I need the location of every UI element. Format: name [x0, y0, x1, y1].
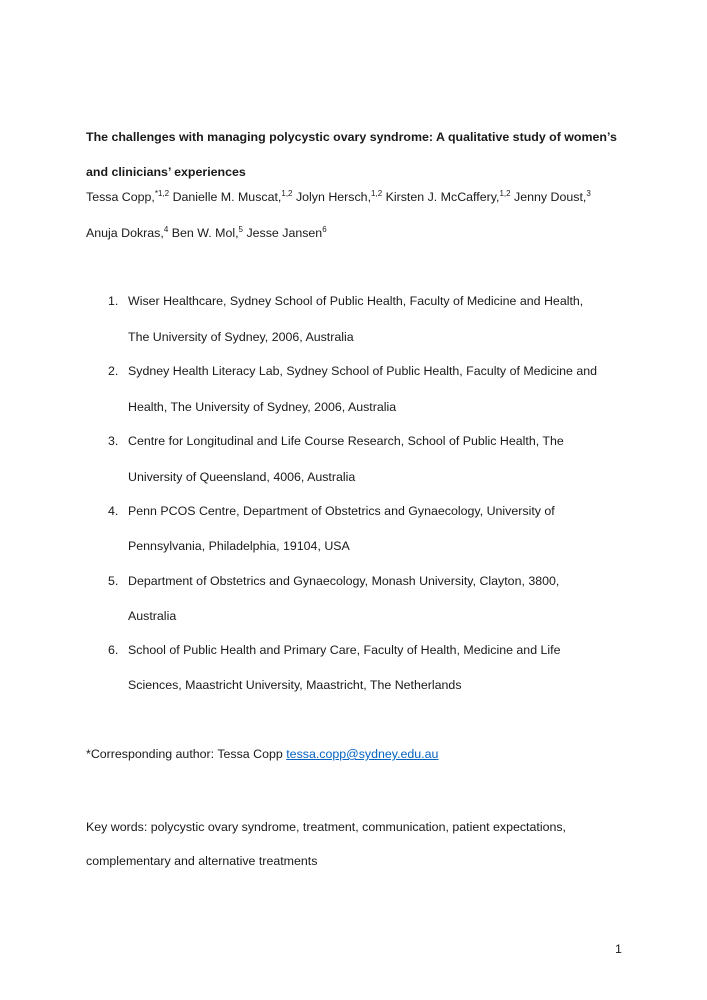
affiliation-text: Sciences, Maastricht University, Maastricht, The Netherlands — [128, 678, 462, 692]
affiliation-number: 3. — [108, 434, 119, 448]
affiliation-text: Penn PCOS Centre, Department of Obstetrics and Gynaecology, University of — [128, 504, 555, 518]
author-sup: 5 — [238, 225, 243, 234]
title-line-2: and clinicians’ experiences — [86, 165, 246, 179]
corresponding-author — [86, 747, 438, 761]
author: Tessa Copp, — [86, 190, 155, 204]
affiliation-text: Department of Obstetrics and Gynaecology, Monash University, Clayton, 3800, — [128, 574, 560, 588]
affiliation-number: 5. — [108, 574, 119, 588]
author-sup: 3 — [586, 189, 591, 198]
author: Jolyn Hersch, — [295, 190, 372, 204]
affiliation-number: 2. — [108, 364, 119, 378]
keywords-line-1: Key words: polycystic ovary syndrome, treatment, communication, patient expectations, — [86, 820, 567, 834]
affiliation-number: 4. — [108, 504, 119, 518]
email-link[interactable]: tessa.copp@sydney.edu.au — [286, 747, 439, 761]
affiliation-number: 6. — [108, 643, 119, 657]
corresponding-label: *Corresponding author: Tessa Copp — [86, 747, 283, 761]
affiliation-text: Sydney Health Literacy Lab, Sydney School of Public Health, Faculty of Medicine and — [128, 364, 598, 378]
affiliation-text: Pennsylvania, Philadelphia, 19104, USA — [128, 539, 350, 553]
affiliation-text: Health, The University of Sydney, 2006, Australia — [128, 400, 397, 414]
keywords-line-2: complementary and alternative treatments — [86, 854, 318, 868]
author-sup: 1,2 — [499, 189, 511, 198]
affiliation-text: Centre for Longitudinal and Life Course Research, School of Public Health, The — [128, 434, 564, 448]
title-line-1: The challenges with managing polycystic ovary syndrome: A qualitative study of women’s — [86, 130, 617, 144]
author: Jesse Jansen — [246, 226, 323, 240]
affiliation-text: Wiser Healthcare, Sydney School of Public Health, Faculty of Medicine and Health, — [128, 294, 584, 308]
authors-line-2 — [86, 226, 327, 240]
author-sup: 1,2 — [371, 189, 383, 198]
author: Kirsten J. McCaffery, — [385, 190, 500, 204]
affiliation-number: 1. — [108, 294, 119, 308]
author: Danielle M. Muscat, — [172, 190, 282, 204]
author: Ben W. Mol, — [171, 226, 239, 240]
affiliation-text: The University of Sydney, 2006, Australia — [128, 330, 354, 344]
affiliation-text: Australia — [128, 609, 177, 623]
author-sup: *1,2 — [154, 189, 170, 198]
author: Jenny Doust, — [514, 190, 587, 204]
affiliation-text: University of Queensland, 4006, Australia — [128, 470, 356, 484]
author-sup: 6 — [322, 225, 327, 234]
affiliation-text: School of Public Health and Primary Care, Faculty of Health, Medicine and Life — [128, 643, 561, 657]
page-number: 1 — [615, 942, 622, 956]
authors-line-1 — [86, 190, 591, 204]
author-sup: 4 — [163, 225, 169, 234]
author: Anuja Dokras, — [86, 226, 164, 240]
author-sup: 1,2 — [281, 189, 293, 198]
